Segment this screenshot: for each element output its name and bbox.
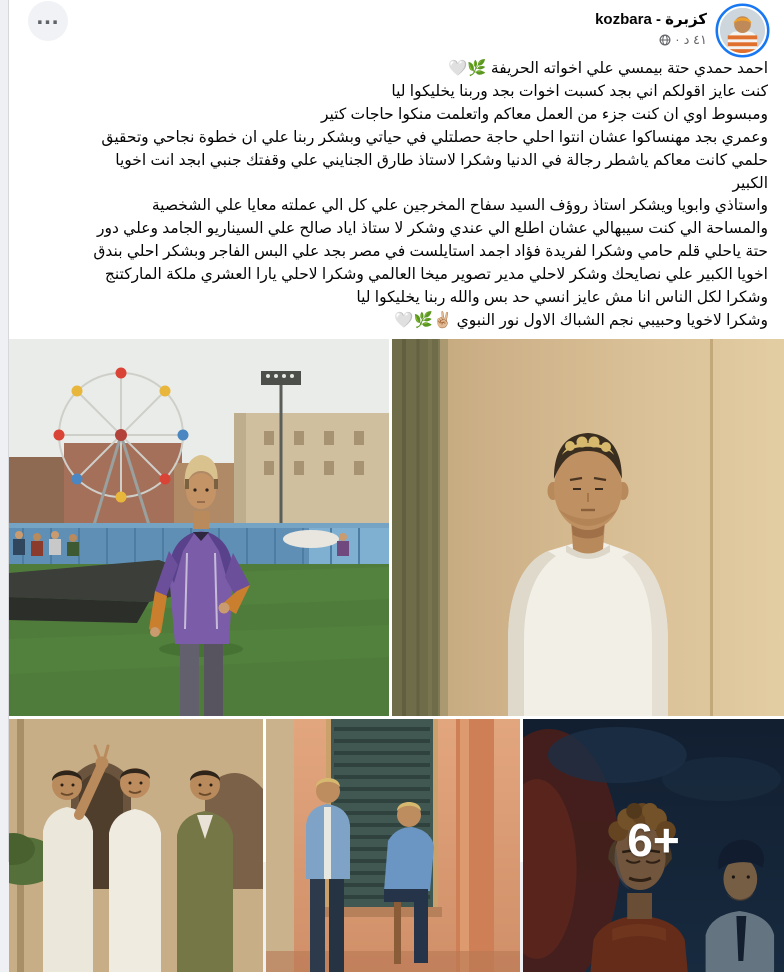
post-text-line: وعمري بجد مهنساكوا عشان انتوا احلي حاجة حصلتلي في حياتي وبشكر ربنا علي ان خطوة نجاحي وتحقيق bbox=[101, 128, 768, 146]
photo-three-friends[interactable] bbox=[9, 719, 263, 972]
photo-concert-more[interactable] bbox=[523, 719, 784, 972]
more-photos-count[interactable]: 6+ bbox=[627, 813, 680, 866]
more-options-button[interactable] bbox=[28, 1, 68, 41]
header-text bbox=[595, 3, 707, 48]
post-text-line: ومبسوط اوي ان كنت جزء من العمل معاكم واتعلمت منكوا حاجات كتير bbox=[320, 105, 768, 123]
post-text-line: حتة ياحلي قلم حامي وشكرا لفريدة فؤاد اجمد استايلست في مصر بجد علي البس الفاجر وبشكر احلي بندق bbox=[93, 243, 768, 261]
post-header bbox=[9, 0, 784, 55]
photo-white-shirt-portrait-art bbox=[392, 339, 784, 716]
post-text-line: واستاذي وابويا ويشكر استاذ روؤف السيد سفاح المخرجين علي كل الي عملته معايا علي الشخصية bbox=[151, 197, 768, 215]
photo-grid-row-bottom bbox=[9, 719, 784, 972]
post-text-line: كنت عايز اقولكم اني بجد كسبت اخوات بجد وربنا يخليكوا ليا bbox=[391, 82, 768, 100]
photo-white-shirt-portrait[interactable] bbox=[392, 339, 784, 716]
page-avatar-image bbox=[715, 3, 770, 58]
page-avatar[interactable] bbox=[715, 3, 770, 58]
post-timestamp[interactable]: ٤١ د bbox=[683, 32, 707, 47]
post-card bbox=[8, 0, 784, 866]
page-name[interactable]: كزبرة - kozbara bbox=[595, 11, 707, 28]
photo-grid-row-top bbox=[9, 339, 784, 716]
post-text-line: والمساحة الي كنت سيبهالي عشان اطلع الي عندي وشكر لا ستاذ اياد صالح علي السيناريو الجامد وعلي دور bbox=[96, 220, 768, 238]
post-text-line: الكبير bbox=[732, 174, 768, 192]
post-text-line: وشكرا لاخويا وحبيبي نجم الشباك الاول نور النبوي ✌🏼🌿🤍 bbox=[394, 311, 768, 329]
post-meta[interactable] bbox=[595, 31, 707, 48]
more-photos-overlay[interactable] bbox=[523, 719, 784, 972]
post-text-line: وشكرا لكل الناس انا مش عايز انسي حد بس والله ربنا يخليكوا ليا bbox=[356, 289, 768, 307]
post-text-line: حلمي كانت معاكم ياشطر رجالة في الدنيا وشكرا لاستاذ طارق الجنايني علي وقفتك جنبي ابجد انت اخويا bbox=[115, 151, 768, 169]
post-text-line: احمد حمدي حتة بيمسي علي اخواته الحريفة 🌿🤍 bbox=[448, 60, 768, 77]
photo-two-in-blue-window[interactable] bbox=[266, 719, 520, 972]
meta-dot: · bbox=[675, 32, 680, 47]
photo-pitch-ferris-wheel-art bbox=[9, 339, 389, 716]
globe-icon bbox=[659, 34, 671, 46]
post-text bbox=[9, 55, 784, 337]
post-text-line: اخويا الكبير علي نصايحك وشكر لاحلي مدير تصوير ميخا العالمي وشكرا لاحلي يارا العشري ملكة الماركتنج bbox=[104, 266, 768, 284]
photo-grid bbox=[9, 339, 784, 972]
photo-two-in-blue-window-art bbox=[266, 719, 520, 972]
more-options-icon: … bbox=[35, 3, 61, 30]
photo-pitch-ferris-wheel[interactable] bbox=[9, 339, 389, 716]
photo-three-friends-art bbox=[9, 719, 263, 972]
